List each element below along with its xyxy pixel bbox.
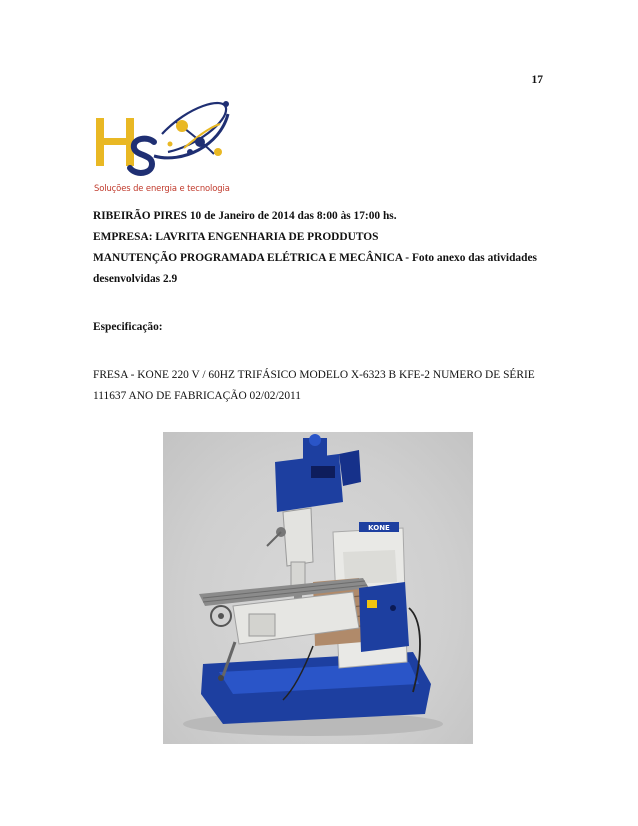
page-number: 17 (531, 74, 543, 86)
specification-label: Especificação: (93, 321, 163, 333)
report-date-line: RIBEIRÃO PIRES 10 de Janeiro de 2014 das 8:00 às 17:00 hs. (93, 210, 397, 222)
maintenance-line: MANUTENÇÃO PROGRAMADA ELÉTRICA E MECÂNICA - Foto anexo das atividades desenvolvidas 2.9 (93, 252, 537, 285)
specification-text: FRESA - KONE 220 V / 60HZ TRIFÁSICO MODELO X-6323 B KFE-2 NUMERO DE SÉRIE 111637 ANO DE FABRICAÇÃO 02/02/2011 (93, 369, 535, 402)
hs-logo-mark-icon (92, 94, 242, 184)
milling-machine-photo (163, 432, 473, 744)
report-header (93, 206, 553, 290)
company-logo (92, 94, 242, 200)
company-line: EMPRESA: LAVRITA ENGENHARIA DE PRODDUTOS (93, 231, 379, 243)
logo-caption: Soluções de energia e tecnologia (94, 183, 230, 193)
milling-machine-icon (163, 432, 473, 744)
machine-label: KONE (368, 524, 390, 532)
